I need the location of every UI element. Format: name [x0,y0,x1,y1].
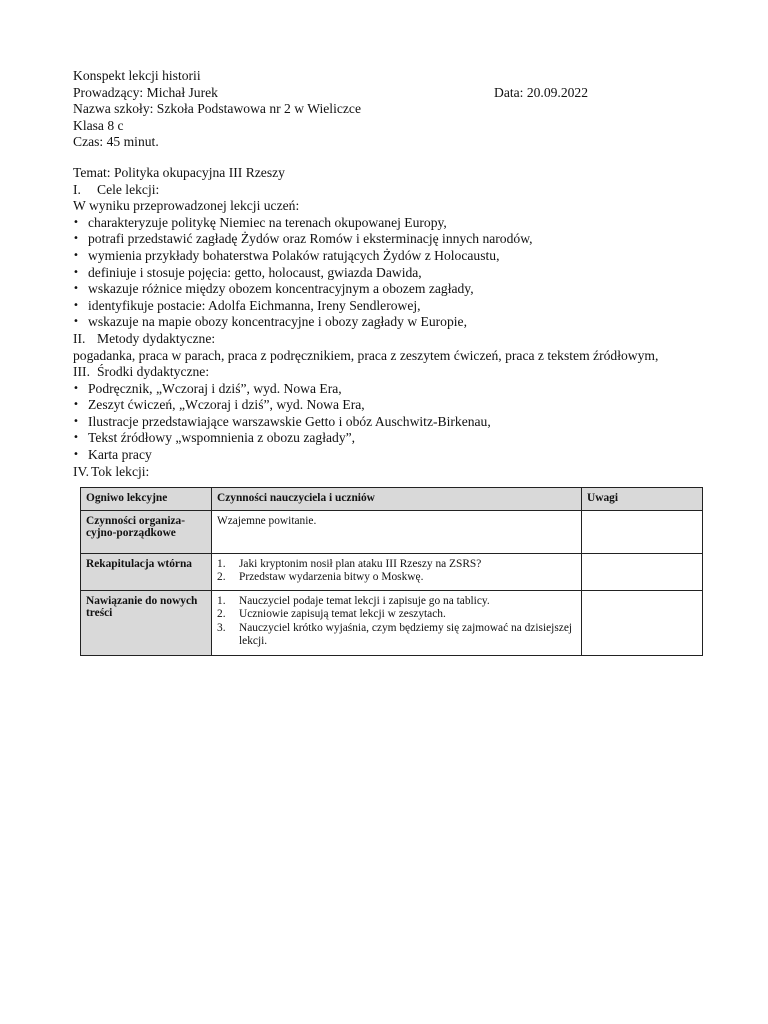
bullet-icon: • [73,399,79,411]
goals-list [73,215,713,331]
list-item: • definiuje i stosuje pojęcia: getto, holocaust, gwiazda Dawida, [73,264,422,280]
lesson-topic: Temat: Polityka okupacyjna III Rzeszy [73,164,285,180]
bullet-icon: • [73,432,79,444]
column-header: Uwagi [582,488,703,511]
section-goals-heading [73,182,713,199]
list-item: 2. Uczniowie zapisują temat lekcji w zeszytach. [217,608,446,621]
section-title: Cele lekcji: [97,181,160,197]
list-item: • identyfikuje postacie: Adolfa Eichmanna, Ireny Sendlerowej, [73,297,421,313]
bullet-icon: • [73,216,79,228]
list-item: 1. Nauczyciel podaje temat lekcji i zapisuje go na tablicy. [217,595,490,607]
section-title: Tok lekcji: [91,463,150,479]
list-item: • wymienia przykłady bohaterstwa Polaków ratujących Żydów z Holocaustu, [73,247,500,263]
section-number: I. [73,181,81,197]
list-item: • potrafi przedstawić zagładę Żydów oraz Romów i eksterminację innych narodów, [73,231,533,247]
bullet-icon: • [73,382,79,394]
table-row [81,554,703,591]
activity-cell [212,554,582,591]
list-item: • Zeszyt ćwiczeń, „Wczoraj i dziś”, wyd. Nowa Era, [73,397,365,413]
list-item: 2. Przedstaw wydarzenia bitwy o Moskwę. [217,571,424,584]
list-item: • Karta pracy [73,447,152,463]
date: Data: 20.09.2022 [494,84,589,100]
step-list [217,558,576,585]
bullet-icon: • [73,449,79,461]
list-item: • wskazuje na mapie obozy koncentracyjne i obozy zagłady w Europie, [73,314,467,330]
activity-cell: Wzajemne powitanie. [212,511,582,554]
bullet-icon: • [73,415,79,427]
list-item: 1. Jaki kryptonim nosił plan ataku III Rzeszy na ZSRS? [217,558,482,570]
section-course-heading [73,464,713,481]
section-methods-heading [73,331,713,348]
stage-cell: Rekapitulacja wtórna [81,554,212,591]
school-name: Nazwa szkoły: Szkoła Podstawowa nr 2 w Wieliczce [73,101,361,117]
lesson-time: Czas: 45 minut. [73,134,159,150]
means-list [73,381,713,464]
section-means-heading [73,364,713,381]
notes-cell [582,591,703,656]
section-title: Środki dydaktyczne: [97,364,210,380]
bullet-icon: • [73,299,79,311]
list-item: 3. Nauczyciel krótko wyjaśnia, czym będziemy się zajmować na dzisiejszej lekcji. [217,621,573,648]
list-item: • Tekst źródłowy „wspomnienia z obozu zagłady”, [73,430,356,446]
step-list [217,595,576,649]
bullet-icon: • [73,266,79,278]
column-header: Czynności nauczyciela i uczniów [212,488,582,511]
teacher-date-line [73,85,713,102]
list-item: • Podręcznik, „Wczoraj i dziś”, wyd. Nowa Era, [73,380,342,396]
bullet-icon: • [73,316,79,328]
list-item: • charakteryzuje politykę Niemiec na terenach okupowanej Europy, [73,214,447,230]
notes-cell [582,554,703,591]
doc-title: Konspekt lekcji historii [73,68,201,83]
teacher: Prowadzący: Michał Jurek [73,84,218,100]
list-item: • Ilustracje przedstawiające warszawskie Getto i obóz Auschwitz-Birkenau, [73,413,491,429]
table-row [81,591,703,656]
notes-cell [582,511,703,554]
activity-cell [212,591,582,656]
section-number: III. [73,364,90,380]
goals-intro: W wyniku przeprowadzonej lekcji uczeń: [73,198,300,214]
column-header: Ogniwo lekcyjne [81,488,212,511]
bullet-icon: • [73,249,79,261]
list-item: • wskazuje różnice między obozem koncentracyjnym a obozem zagłady, [73,281,474,297]
table-header-row [81,488,703,511]
class-name: Klasa 8 c [73,117,124,133]
lesson-plan-text [73,68,713,480]
bullet-icon: • [73,233,79,245]
lesson-course-table [80,487,703,656]
bullet-icon: • [73,283,79,295]
section-number: IV. [73,463,89,479]
stage-cell: Nawiązanie do nowych treści [81,591,212,656]
section-title: Metody dydaktyczne: [97,330,216,346]
section-number: II. [73,330,86,346]
stage-cell: Czynności organiza-cyjno-porządkowe [81,511,212,554]
methods-text: pogadanka, praca w parach, praca z podręcznikiem, praca z zeszytem ćwiczeń, praca z tekstem źródłowym, [73,347,659,363]
table-row [81,511,703,554]
